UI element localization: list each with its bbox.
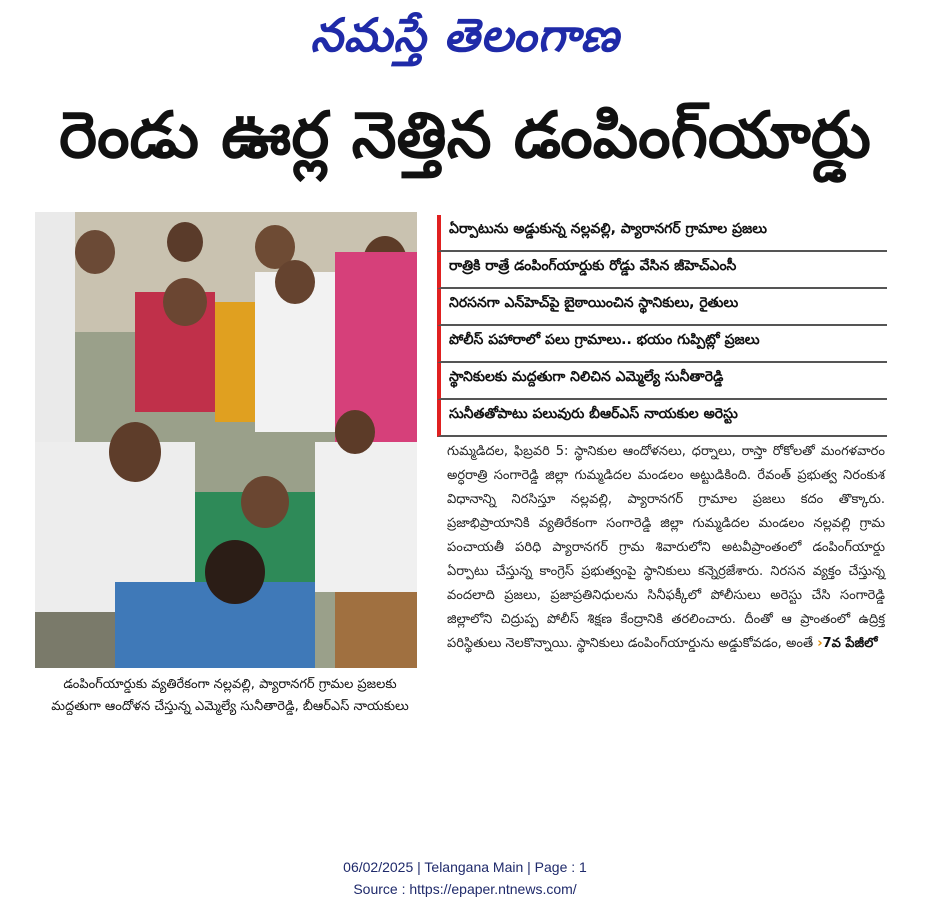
subhead-item: రాత్రికి రాత్రే డంపింగ్‌యార్డుకు రోడ్డు వేసిన జీహెచ్‌ఎంసీ <box>437 252 887 289</box>
jump-text: 7వ పేజీలో <box>822 636 878 651</box>
continued-on-page-link[interactable] <box>817 636 877 651</box>
page-footer <box>0 856 930 900</box>
protest-photo-illustration <box>35 212 417 668</box>
article-body-text: గుమ్మడిదల, ఫిబ్రవరి 5: స్థానికుల ఆందోళనలు, ధర్నాలు, రాస్తా రోకోలతో మంగళవారం అర్ధరాత్రి సంగారెడ్డి జిల్లా గుమ్మడిదల మండలం అట్టుడికింది. రేవంత్ ప్రభుత్వ నిరంకుశ విధానాన్ని నిరసిస్తూ నల్లవల్లి, ప్యారానగర్ గ్రామాల ప్రజలు కదం తొక్కారు. ప్రజాభిప్రాయానికి వ్యతిరేకంగా సంగారెడ్డి జిల్లా గుమ్మడిదల మండలం నల్లవల్లి గ్రామ పంచాయతీ పరిధి ప్యారానగర్ గ్రామ శివారులోని అటవీప్రాంతంలో డంపింగ్‌యార్డు ఏర్పాటు చేస్తున్న కాంగ్రెస్ ప్రభుత్వంపై స్థానికులు కన్నెర్రజేశారు. నిరసన వ్యక్తం చేస్తున్న వందలాది ప్రజలు, ప్రజాప్రతినిధులను సినీఫక్కీలో పోలీసులు అరెస్టు చేసి సంగారెడ్డి జిల్లాలోని చిద్రుప్ప పోలీస్ శిక్షణ కేంద్రానికి తరలించారు. దీంతో ఆ ప్రాంతంలో ఉద్రిక్త పరిస్థితులు నెలకొన్నాయి. స్థానికులు డంపింగ్‌యార్డును అడ్డుకోవడం, అంతే <box>447 444 885 651</box>
footer-date-edition: 06/02/2025 | Telangana Main | Page : 1 <box>343 859 587 875</box>
subhead-list <box>437 215 887 437</box>
subhead-item: సునీతతోపాటు పలువురు బీఆర్‌ఎస్ నాయకుల అరెస్టు <box>437 400 887 437</box>
subhead-item: స్థానికులకు మద్దతుగా నిలిచిన ఎమ్మెల్యే సునీతారెడ్డి <box>437 363 887 400</box>
subhead-item: పోలీస్ పహారాలో పలు గ్రామాలు.. భయం గుప్పిట్లో ప్రజలు <box>437 326 887 363</box>
news-photo <box>35 212 417 668</box>
newspaper-masthead: నమస్తే తెలంగాణ <box>310 8 620 62</box>
headline: రెండు ఊర్ల నెత్తిన డంపింగ్‌యార్డు <box>59 99 871 173</box>
footer-source: Source : https://epaper.ntnews.com/ <box>353 881 577 897</box>
subhead-item: ఏర్పాటును అడ్డుకున్న నల్లవల్లి, ప్యారానగర్ గ్రామాల ప్రజలు <box>437 215 887 252</box>
subhead-item: నిరసనగా ఎన్‌హెచ్‌పై బైఠాయించిన స్థానికులు, రైతులు <box>437 289 887 326</box>
article-body <box>447 440 885 656</box>
jump-arrow-icon: › <box>817 636 823 651</box>
photo-caption: డంపింగ్‌యార్డుకు వ్యతిరేకంగా నల్లవల్లి, ప్యారానగర్ గ్రామల ప్రజలకు మద్దతుగా ఆందోళన చేస్తున్న ఎమ్మెల్యే సునీతారెడ్డి, బీఆర్‌ఎస్ నాయకులు <box>51 677 409 714</box>
